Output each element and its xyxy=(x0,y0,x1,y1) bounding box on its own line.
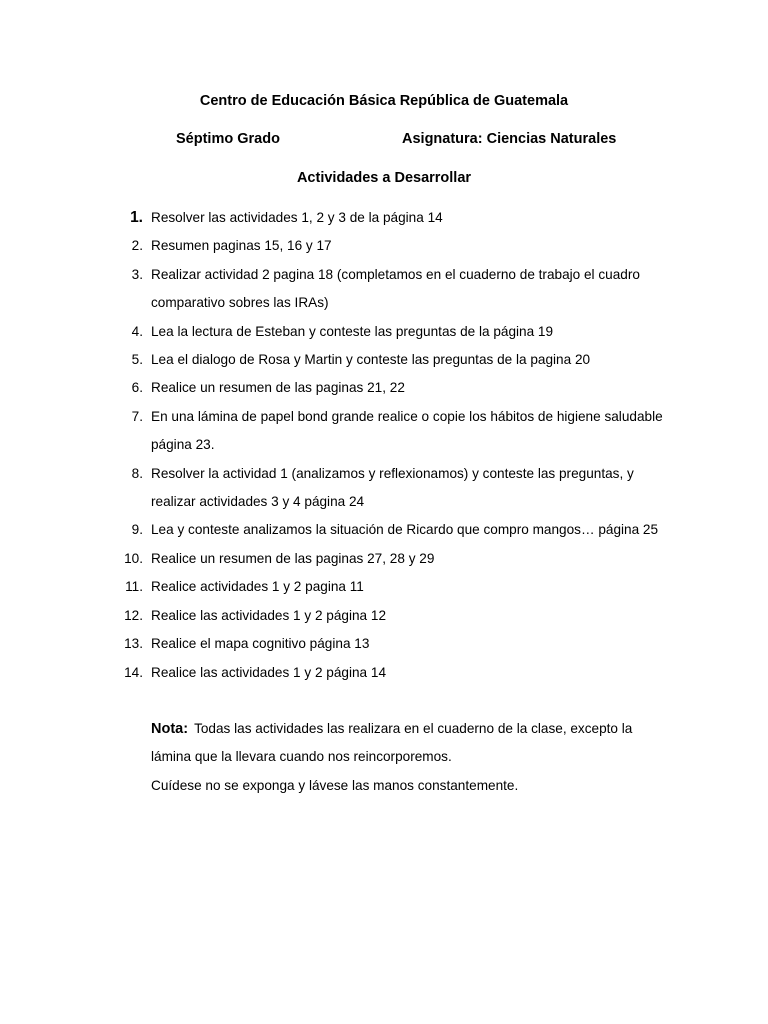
item-text: Realice el mapa cognitivo página 13 xyxy=(151,636,370,652)
item-number: 9. xyxy=(131,522,143,538)
list-item xyxy=(0,630,768,658)
list-item xyxy=(0,374,768,402)
list-item xyxy=(0,573,768,601)
item-text: Realice las actividades 1 y 2 página 14 xyxy=(151,664,387,680)
item-number: 5. xyxy=(131,352,143,368)
item-number: 14. xyxy=(124,664,143,680)
list-item xyxy=(0,232,768,260)
item-number: 8. xyxy=(131,465,143,481)
activities-title: Actividades a Desarrollar xyxy=(296,170,472,186)
note-section xyxy=(151,715,651,800)
list-item xyxy=(0,460,768,517)
list-item xyxy=(0,204,768,232)
note-closing: Cuídese no se exponga y lávese las manos constantemente. xyxy=(151,777,519,793)
list-item xyxy=(0,516,768,544)
school-name: Centro de Educación Básica República de Guatemala xyxy=(199,93,569,109)
list-item xyxy=(0,346,768,374)
item-text: Realice un resumen de las paginas 21, 22 xyxy=(151,380,405,396)
item-number: 4. xyxy=(131,323,143,339)
item-text: Resolver las actividades 1, 2 y 3 de la página 14 xyxy=(151,210,443,225)
item-number: 3. xyxy=(131,266,143,282)
note-text: Todas las actividades las realizara en el cuaderno de la clase, excepto la lámina que la llevara cuando nos reincorporemos. xyxy=(151,721,633,765)
item-number: 12. xyxy=(124,607,143,623)
item-text: Resolver la actividad 1 (analizamos y reflexionamos) y conteste las preguntas, y realizar actividades 3 y 4 página 24 xyxy=(151,465,634,510)
item-text: Resumen paginas 15, 16 y 17 xyxy=(151,238,332,254)
list-item xyxy=(0,261,768,318)
item-text: Realice un resumen de las paginas 27, 28 y 29 xyxy=(151,550,435,566)
note-label: Nota: xyxy=(151,721,189,737)
list-item xyxy=(0,403,768,460)
list-item xyxy=(0,602,768,630)
item-text: Lea la lectura de Esteban y conteste las preguntas de la página 19 xyxy=(151,323,554,339)
item-number: 1. xyxy=(130,209,143,226)
item-text: Realice actividades 1 y 2 pagina 11 xyxy=(151,579,364,595)
grade-label: Séptimo Grado xyxy=(176,131,280,147)
list-item xyxy=(0,318,768,346)
list-item xyxy=(0,545,768,573)
item-number: 11. xyxy=(125,579,143,595)
item-number: 13. xyxy=(124,636,143,652)
item-text: En una lámina de papel bond grande realice o copie los hábitos de higiene saludable página 23. xyxy=(151,408,663,453)
item-text: Lea el dialogo de Rosa y Martin y conteste las preguntas de la pagina 20 xyxy=(151,352,591,368)
subject-label: Asignatura: Ciencias Naturales xyxy=(402,131,617,147)
item-number: 10. xyxy=(124,550,143,566)
activities-list xyxy=(0,204,768,687)
list-item xyxy=(0,659,768,687)
item-text: Realice las actividades 1 y 2 página 12 xyxy=(151,607,387,623)
item-text: Realizar actividad 2 pagina 18 (completamos en el cuaderno de trabajo el cuadro comparativo sobres las IRAs) xyxy=(151,266,640,311)
note-paragraph xyxy=(151,715,651,772)
item-number: 2. xyxy=(131,238,143,254)
item-number: 7. xyxy=(131,408,143,424)
item-number: 6. xyxy=(131,380,143,396)
item-text: Lea y conteste analizamos la situación de Ricardo que compro mangos… página 25 xyxy=(151,522,659,538)
